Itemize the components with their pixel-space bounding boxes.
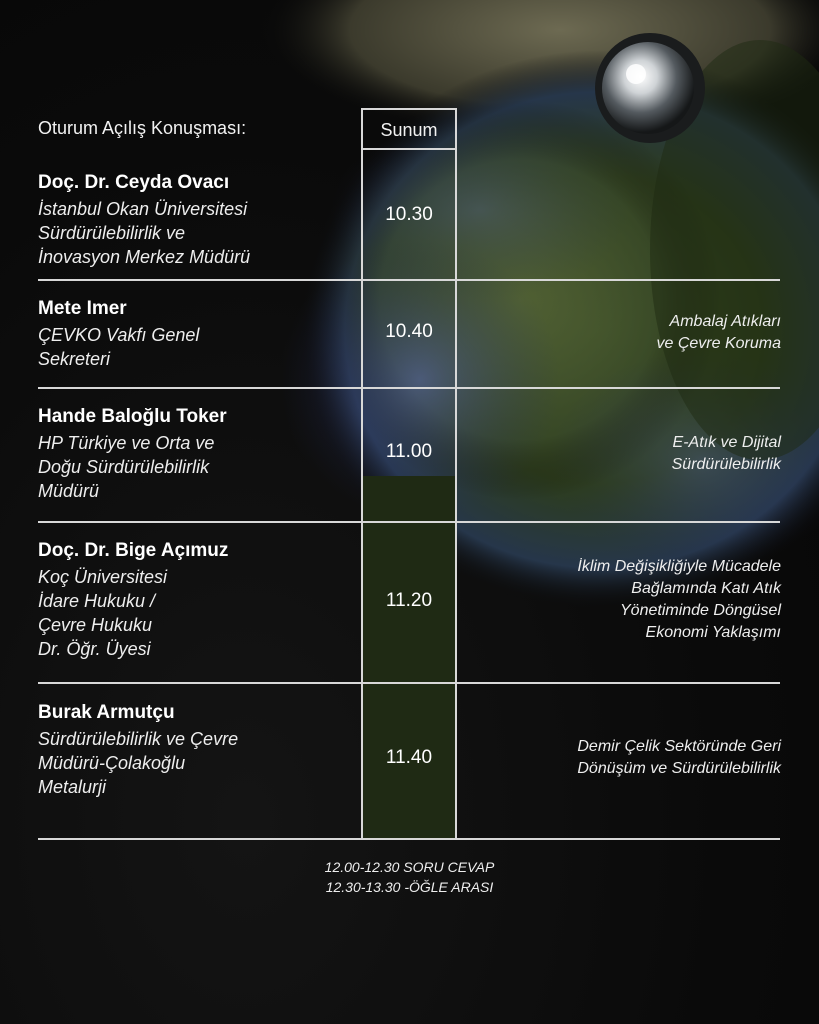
session-time: 10.40 [385, 321, 433, 342]
speaker-name: Doç. Dr. Ceyda Ovacı [38, 172, 230, 193]
speaker-name: Mete Imer [38, 298, 127, 319]
footer-qa-line: 12.00-12.30 SORU CEVAP [324, 859, 495, 875]
session-time: 11.00 [385, 441, 433, 462]
session-time: 11.20 [385, 590, 433, 611]
speaker-role: Sürdürülebilirlik ve Çevre Müdürü-Çolakoğlu Metalurji [38, 729, 239, 797]
sunum-header: Sunum [363, 110, 455, 150]
row-divider [38, 279, 780, 281]
row-divider [38, 387, 780, 389]
row-divider [38, 521, 780, 523]
presentation-topic: E-Atık ve Dijital Sürdürülebilirlik [671, 434, 781, 473]
presentation-topic: Ambalaj Atıkları ve Çevre Koruma [656, 313, 781, 352]
speaker-role: ÇEVKO Vakfı Genel Sekreteri [38, 325, 200, 369]
speaker-name: Hande Baloğlu Toker [38, 406, 227, 427]
speaker-role: Koç Üniversitesi İdare Hukuku / Çevre Hukuku Dr. Öğr. Üyesi [38, 567, 168, 659]
speaker-name: Burak Armutçu [38, 702, 175, 723]
footer-schedule [0, 857, 819, 897]
row-divider [38, 838, 780, 840]
speaker-role: HP Türkiye ve Orta ve Doğu Sürdürülebilirlik Müdürü [38, 433, 215, 501]
speaker-name: Doç. Dr. Bige Açımuz [38, 540, 229, 561]
presentation-topic: İklim Değişikliğiyle Mücadele Bağlamında Katı Atık Yönetiminde Döngüsel Ekonomi Yaklaşımı [577, 558, 781, 641]
session-time: 10.30 [385, 204, 433, 225]
session-time: 11.40 [385, 747, 433, 768]
footer-lunch-line: 12.30-13.30 -ÖĞLE ARASI [325, 879, 494, 895]
column-fill-block [363, 476, 455, 838]
row-divider [38, 682, 780, 684]
session-opening-label: Oturum Açılış Konuşması: [38, 118, 247, 138]
presentation-topic: Demir Çelik Sektöründe Geri Dönüşüm ve Sürdürülebilirlik [577, 738, 781, 777]
speaker-role: İstanbul Okan Üniversitesi Sürdürülebilirlik ve İnovasyon Merkez Müdürü [38, 199, 251, 267]
